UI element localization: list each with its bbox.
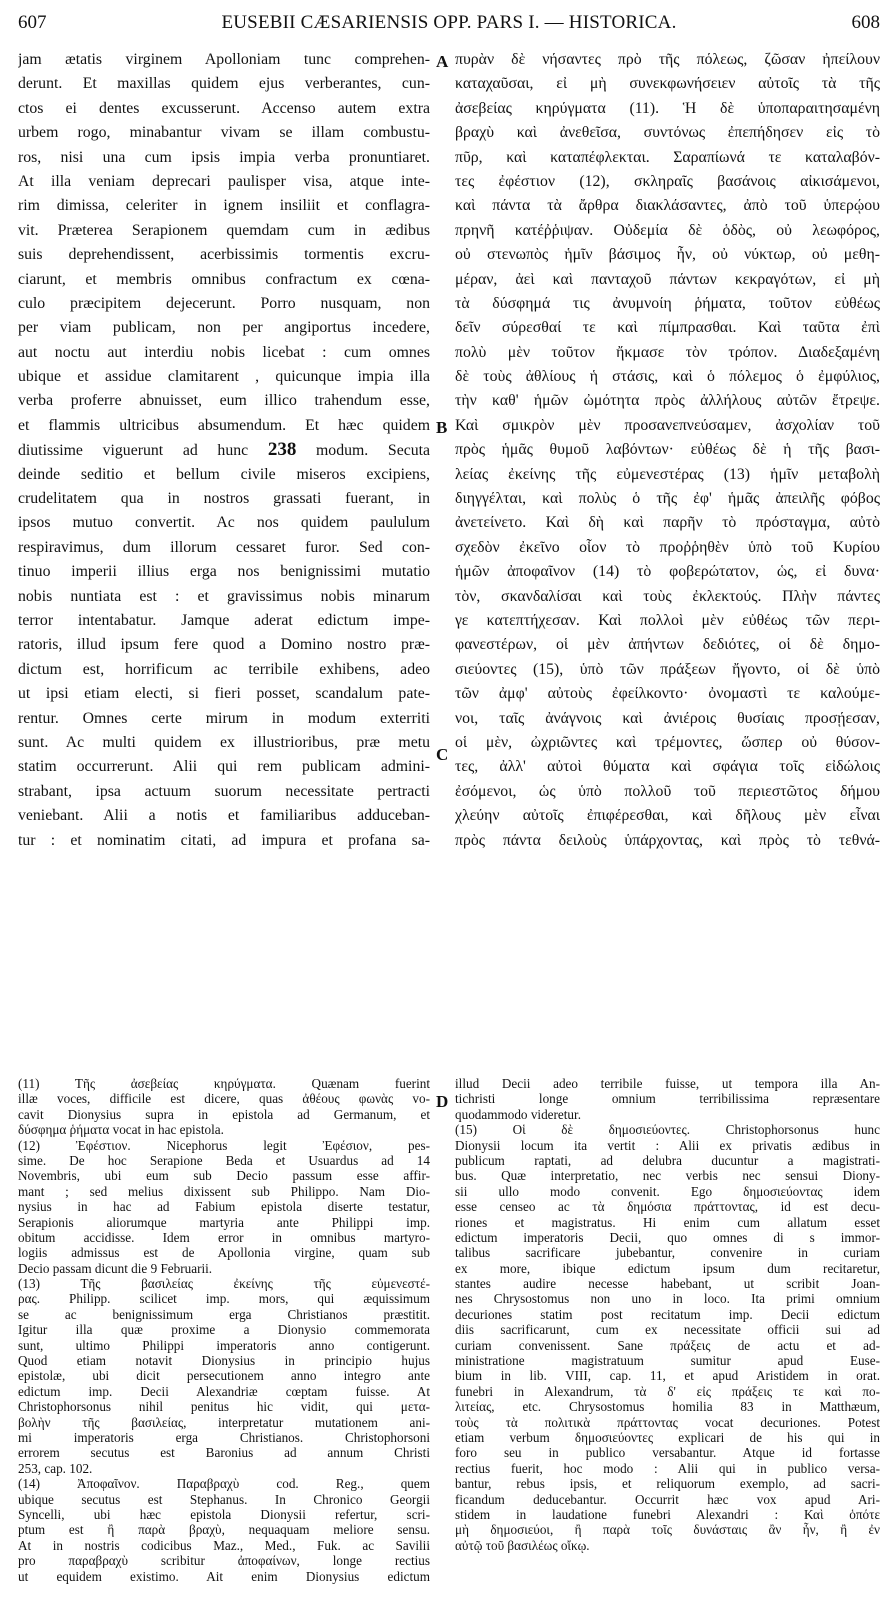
footnote-line: αὐτῷ τοῦ βασιλέως οἴκῳ. [455,1537,590,1553]
text-line: δὲ τοὺς ἀθλίους ἡ στάσις, καὶ ὁ πόλεμος ὁ ἐμφύλιος, [455,368,880,386]
footnote-line: Decio passam dicunt die 9 Februarii. [18,1260,213,1276]
footnote-line: edictum imperatoris Decii, quo omnes di s immor- [455,1229,880,1245]
footnote-line: (15) Οἱ δὲ δημοσιεύοντες. Christophorsonus hunc [455,1122,880,1138]
footnote-line: Syncelli, ubi hæc epistola Dionysii refertur, scri- [18,1506,430,1522]
footnote-line: (11) Τῆς ἀσεβείας κηρύγματα. Quænam fuerint [18,1076,430,1091]
footnote-line: Quod etiam notavit Dionysius in principio hujus [18,1353,430,1369]
text-line: sunt. Ac multi quidem ex illustrioribus, præ metu [18,733,430,751]
footnote-line: ubique secutus est Stephanus. In Chronico Georgii [18,1491,430,1507]
text-line: ἀσεβείας κηρύγματα (11). Ἡ δὲ ὑποπαραιτησαμένη [455,99,880,117]
footnote-line: bantur, rebus ipsis, et reliquorum exemplo, ad sacri- [455,1476,880,1492]
footnote-line: curiam convenissent. Sane πράξεις de actu et ad- [455,1337,880,1353]
footnote-line: stidem in laudatione funebri Alexandri : Καὶ ὁπότε [455,1506,880,1522]
footnote-line: ministratione magistratuum sumitur apud Euse- [455,1353,880,1369]
text-line: tinuo imperii illius erga nos benignissimi mutatio [18,563,430,581]
footnote-line: ex more, ibique edictum ipsum dum recitaretur, [455,1260,880,1276]
text-line: crudelitatem qua in nostros grassati fuerant, in [18,490,430,508]
footnote-line: epistolæ, ubi dicit persecutionem anno integro ante [18,1368,430,1384]
footnote-line: ptum est ἢ παρὰ βραχὺ, nequaquam meliore sensu. [18,1522,430,1538]
text-line: γε κατεπτήχεσαν. Καὶ πολλοὶ μὲν εὐθέως τῶν περι- [455,611,880,629]
text-line: φανεστέρων, οἱ μὲν ἀπήντων δεδιότες, οἱ δὲ δημο- [455,636,880,654]
footnote-line: decuriones statim post recitatum imp. Decii edictum [455,1306,880,1322]
greek-text-column [455,48,880,853]
footnote-line: etiam verbum δημοσιεύοντες explicari de his qui in [455,1429,880,1445]
margin-letter-a: A [436,52,449,71]
text-line: jam ætatis virginem Apolloniam tunc comprehen- [18,51,430,68]
text-line: πυρὰν δὲ νήσαντες πρὸ τῆς πόλεως, ζῶσαν ἠπείλουν [455,51,880,68]
footnote-line: stantes audire necesse habebant, ut scribit Joan- [455,1276,880,1292]
latin-text-column [18,48,430,853]
margin-letter-b: B [436,418,448,437]
footnote-line: illud Decii adeo terribile fuisse, ut tempora illa An- [455,1076,880,1091]
footnote-line: 253, cap. 102. [18,1460,93,1476]
footnote-line: (13) Τῆς βασιλείας ἐκείνης τῆς εὐμενεστέ- [18,1276,430,1292]
footnote-line: βολὴν τῆς βασιλείας, interpretatur mutationem ani- [18,1414,430,1430]
text-fragment: diutissime viguerunt ad hunc [18,442,249,460]
text-line: strabant, ipsa actuum suorum necessitate pertracti [18,782,430,800]
text-line: dictum est, horrificum ac terribile exhibens, adeo [18,660,430,678]
footnote-line: (14) Ἀποφαῖνον. Παραβραχὺ cod. Reg., quem [18,1476,430,1492]
text-line: οἱ μὲν, ὠχριῶντες καὶ τρέμοντες, ὥσπερ οὐ θύσον- [455,733,880,751]
footnote-line: Dionysii locum ita vertit : Alii ex privatis ædibus in [455,1137,880,1153]
text-line-with-page-number [18,438,430,462]
text-line: τῶν ἀμφ' αὐτοὺς ἐφείλκοντο· ὀνομαστὶ τε καλούμε- [455,685,880,703]
margin-letter-c: C [436,745,449,764]
text-line: verba proferre abnuisset, eum illico trahendum esse, [18,392,430,410]
footnote-line: δύσφημα ῥήματα vocat in hac epistola. [18,1122,224,1138]
text-line: Καὶ σμικρὸν μὲν προσανεπνεύσαμεν, ἀσχολίαν τοῦ [455,416,880,434]
footnote-line: mant ; sed melius dixissent sub Philippo. Nam Dio- [18,1183,430,1199]
footnote-line: sime. De hoc Serapione Beda et Usuardus ad 14 [18,1152,430,1168]
footnote-line: μὴ δημοσιεύοι, ἢ παρὰ τοῖς δυνάσταις ἂν ἦν, ἢ ἐν [455,1522,880,1538]
footnote-line: λιτείας, etc. Chrysostomus homilia 83 in Matthæum, [455,1399,880,1415]
text-line: πρὸς ἡμᾶς θυμοῦ λαβόντων· εὐθέως δὲ ἡ τῆς βασι- [455,441,880,459]
text-line: ros, nisi una cum ipsis impia verba pronuntiaret. [18,148,430,166]
footnote-line: sunt, ultimo Philippi imperatoris anno contigerunt. [18,1337,430,1353]
text-line: ἀνετείνετο. Καὶ δὴ καὶ παρῆν τὸ πρόσταγμα, αὐτὸ [455,514,880,532]
text-line: culo præcipitem dejecerunt. Porro nusquam, non [18,294,430,312]
right-page-number: 608 [851,12,880,33]
footnote-line: riones et magistratus. Hi enim cum allatum esset [455,1214,880,1230]
text-line: derunt. Et maxillas quidem ejus verberantes, cun- [18,75,430,93]
footnote-line: talibus sacrificare jubebantur, convenire in curiam [455,1245,880,1261]
text-line: λείας ἐκείνης τῆς εὐμενεστέρας (13) ἡμῖν μεταβολὴ [455,465,880,483]
footnote-line: illæ voces, difficile est dicere, quas ἀθέους φωνὰς vo- [18,1091,430,1107]
text-line: πρηνῆ κατέῤῥιψαν. Οὐδεμία δὲ ὁδὸς, οὐ λεωφόρος, [455,221,880,239]
text-line: νοι, ταῖς ἀνάγνοις καὶ ἀνιέροις θυσίαις προσῄεσαν, [455,709,880,727]
margin-letter-d: D [436,1092,449,1111]
text-line: ἐσόμενοι, ὡς ὑπὸ πολλοῦ τοῦ περιεστῶτος δήμου [455,782,880,800]
footnote-line: tichristi longe omnium terribilissima repræsentare [455,1091,880,1107]
footnote-line: At in nostris codicibus Maz., Med., Fuk. ac Savilii [18,1537,430,1553]
text-line: δεῖν σύρεσθαί τε καὶ πίμπρασθαι. Καὶ ταῦτα ἐπὶ [455,319,880,337]
footnote-line: mi imperatoris erga Christianos. Christophorsoni [18,1429,430,1445]
footnote-line: quodammodo videretur. [455,1106,581,1122]
text-line: urbem rogo, minabantur vivam se illam combustu- [18,124,430,142]
text-line: χλεύην αὐτοῖς ἐπιφέρεσθαι, καὶ δῆλους μὲν εἶναι [455,807,880,825]
footnote-line: nes Chrysostomus non uno in loco. Ita primi omnium [455,1291,880,1307]
footnote-line: cavit Dionysius supra in epistola ad Germanum, et [18,1106,430,1122]
footnote-line: pro παραβραχὺ scribitur ἀποφαίνων, longe rectius [18,1553,430,1569]
text-line: respiravimus, dum illorum cessaret furor. Sed con- [18,538,430,556]
footnote-line: errorem secutus est Baronius ad annum Christi [18,1445,430,1461]
footnote-line: Serapionis aliorumque martyria ante Philippi imp. [18,1214,430,1230]
footnote-line: nysius in hac ad Fabium epistola diserte testatur, [18,1199,430,1215]
footnote-line: obitum accidisse. Idem error in omnibus martyro- [18,1229,430,1245]
footnote-line: ut equidem existimo. Ait enim Dionysius edictum [18,1568,430,1584]
footnote-line: (12) Ἐφέστιον. Nicephorus legit Ἐφέσιον, pes- [18,1137,430,1153]
text-line: per viam publicam, non per angiportus incedere, [18,319,430,337]
footnote-line: Christophorsonus nihil penitus hic vidit, qui μετα- [18,1399,430,1415]
footnote-line: funebri in Alexandrum, τὰ δ' εἰς πράξεις τε καὶ πο- [455,1383,880,1399]
text-line: τὴν καθ' ἡμῶν ὠμότητα πρὸς ἀλλήλους αὐτῶν ἔτρεψε. [455,392,880,410]
footnote-line: bus. Quæ interpretatio, nec verbis nec sensui Diony- [455,1168,880,1184]
text-line: τὸν, σκανδαλίσαι καὶ τοὺς ἐκλεκτούς. Πλὴν πάντες [455,587,880,605]
left-page-number: 607 [18,12,47,33]
footnote-line: Novembris, ubi eum sub Decio passum esse affir- [18,1168,430,1184]
footnote-line: foro seu in publico versabantur. Atque id fortasse [455,1445,880,1461]
text-line: ciarunt, et membris omnibus confractum ex cœna- [18,270,430,288]
text-line: καὶ πάντα τὰ ἄρθρα διακλάσαντες, ἀπὸ τοῦ ὑπερῴου [455,197,880,215]
footnotes-right-column [455,1076,880,1553]
text-line: πῦρ, καὶ καταπέφλεκται. Σαραπίωνά τε καταλαβόν- [455,148,880,166]
footnote-line: se ac benignissimum erga Christianos præstitit. [18,1306,430,1322]
text-line: ctos ei dentes excusserunt. Accenso autem extra [18,99,430,117]
text-line: rentur. Omnes certe mirum in modum exterriti [18,709,430,727]
text-line: rim dimissa, celeriter in ignem insiliit et conflagra- [18,197,430,215]
text-line: σχεδὸν ἐκεῖνο οἷον τὸ προῤῥηθὲν ὑπὸ τοῦ Κυρίου [455,538,880,556]
footnote-line: ficandum deducebantur. Occurrit hæc vox apud Ari- [455,1491,880,1507]
footnote-line: bium in lib. VIII, cap. 11, et apud Aristidem in orat. [455,1368,880,1384]
text-line: deinde seditio et bellum civile miseros excipiens, [18,465,430,483]
footnote-line: esse censeo ac τὰ δημόσια πράττοντας, id est decu- [455,1199,880,1215]
footnote-line: edictum imp. Decii Alexandriæ cœptam fuisse. At [18,1383,430,1399]
text-line: ἡμῶν ἀποφαῖνον (14) τὸ φοβερώτατον, ὡς, εἰ δυνα· [455,563,880,581]
text-line: ut ipsi etiam electi, si fieri posset, scandalum pate- [18,685,430,703]
footnote-line: sii ullo modo convenit. Ego δημοσιεύοντας idem [455,1183,880,1199]
footnote-line: diis sacrificarunt, cum ex necessitate officii sui ad [455,1322,880,1338]
text-line: At illa veniam deprecari paulisper visa, atque inte- [18,172,430,190]
text-line: terror intentabatur. Jamque aderat edictum impe- [18,611,430,629]
text-line: nobis nuntiata est : et gravissimus nobis minarum [18,587,430,605]
text-line: βραχὺ καὶ ἀνεθεῖσα, συντόνως ἐπεπήδησεν εἰς τὸ [455,124,880,142]
text-line: τες, ἀλλ' αὐτοὶ θύματα καὶ σφάγια τοῖς εἰδώλοις [455,758,880,776]
footnote-line: publicum raptati, ad delubra ducuntur a magistrati- [455,1152,880,1168]
footnote-line: logiis admissus est de Apollonia virgine, quam sub [18,1245,430,1261]
text-line: πρὸς πάντα δειλοὺς ὑπάρχοντας, καὶ πρὸς τὸ τεθνά- [455,831,880,849]
text-line: ipsos mutuo convertit. Ac nos quidem paululum [18,514,430,532]
text-line: tur : et nominatim citati, ad impura et profana sa- [18,831,430,849]
text-line: suis deprehendissent, acerbissimis tormentis excru- [18,246,430,264]
text-line: aut noctu aut interdiu nobis licebat : cum omnes [18,343,430,361]
text-line: vit. Præterea Serapionem quemdam cum in ædibus [18,221,430,239]
text-line: statim occurrerunt. Alii qui rem publicam admini- [18,758,430,776]
running-title: EUSEBII CÆSARIENSIS OPP. PARS I. — HISTORICA. [221,12,677,33]
text-line: ubique et assidue clamitarent , quicunque impia illa [18,368,430,386]
inline-page-number: 238 [267,439,297,461]
footnote-line: Igitur illa quæ proxime a Dionysio commemorata [18,1322,430,1338]
text-line: μέραν, ἀεὶ καὶ πανταχοῦ πάντων κεκραγότων, εἰ μὴ [455,270,880,288]
text-line: οὐ στενωπὸς ἡμῖν βάσιμος ἦν, οὐ νύκτωρ, οὐ μεθη- [455,246,880,264]
footnote-line: ρας. Philipp. scilicet imp. mors, qui æquissimum [18,1291,430,1307]
text-line: veniebant. Alii a notis et familiaribus adduceban- [18,807,430,825]
footnote-line: τοὺς τὰ πολιτικὰ πράττοντας vocat decuriones. Potest [455,1414,880,1430]
text-line: διηγγέλται, καὶ πολὺς ὁ τῆς ἐφ' ἡμᾶς ἀπειλῆς φόβος [455,490,880,508]
text-line: τες ἐφέστιον (12), σκληραῖς βασάνοις αἰκισάμενοι, [455,172,880,190]
footnotes-left-column [18,1076,430,1584]
text-line: σιεύοντες (15), ὑπὸ τῶν πράξεων ἤγοντο, οἱ δὲ ὑπὸ [455,660,880,678]
text-fragment: modum. Secuta [316,442,430,460]
footnote-line: rectius fuerit, hoc modo : Alii qui in publico versa- [455,1460,880,1476]
text-line: τὰ δύσφημά τις ἀνυμνοίη ῥήματα, τοῦτον εὐθέως [455,294,880,312]
text-line: πολὺ μὲν τοῦτον ἤκμασε τὸν τρόπον. Διαδεξαμένη [455,343,880,361]
text-line: et flammis ultricibus absumendum. Et hæc quidem [18,416,430,434]
text-line: ratoris, illud ipsum fere quod a Domino nostro præ- [18,636,430,654]
page-header [18,12,880,38]
text-line: καταχαῦσαι, εἰ μὴ συνεκφωνήσειεν αὐτοῖς τὰ τῆς [455,75,880,93]
